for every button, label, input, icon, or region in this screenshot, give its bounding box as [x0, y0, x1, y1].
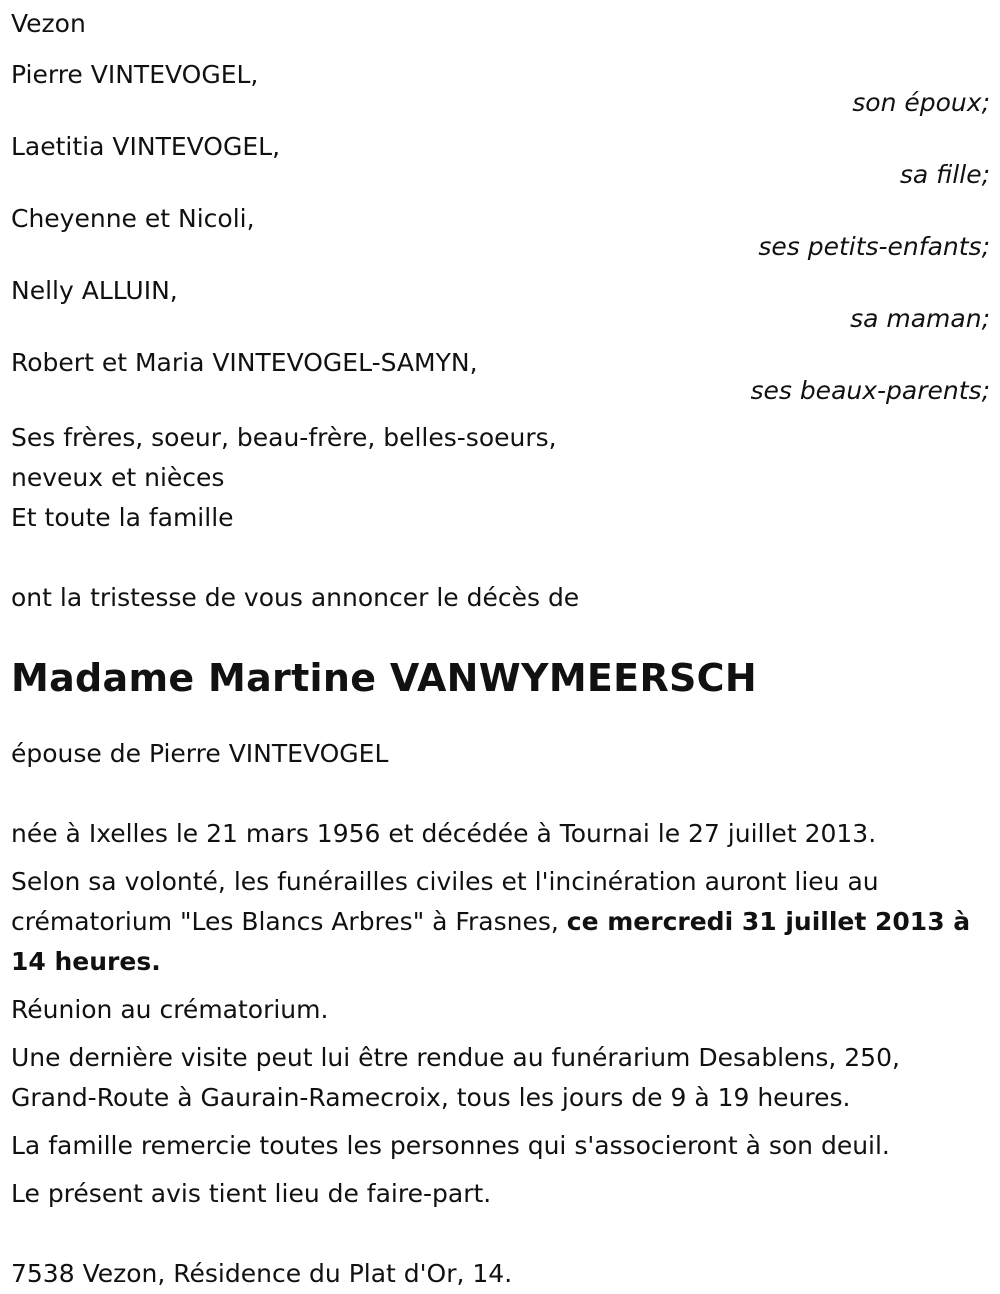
- funeral-date: ce mercredi 31 juillet 2013 à 14 heures.: [11, 907, 971, 976]
- place-name: Vezon: [11, 9, 86, 38]
- birth-death-line: née à Ixelles le 21 mars 1956 et décédée à Tournai le 27 juillet 2013.: [11, 819, 877, 848]
- family-member-name: Pierre VINTEVOGEL,: [11, 60, 259, 89]
- spouse-line: épouse de Pierre VINTEVOGEL: [11, 739, 389, 768]
- funeral-intro: Selon sa volonté, les funérailles civiles et l'incinération auront lieu au crématorium "Les Blancs Arbres" à Frasnes,: [11, 867, 879, 936]
- visit-paragraph: Une dernière visite peut lui être rendue au funérarium Desablens, 250, Grand-Route à Gaurain-Ramecroix, tous les jours de 9 à 19 heures.: [11, 1043, 900, 1112]
- family-member-name: Cheyenne et Nicoli,: [11, 204, 255, 233]
- notice-note: Le présent avis tient lieu de faire-part.: [11, 1179, 492, 1208]
- family-member-relation: ses petits-enfants;: [758, 232, 990, 261]
- family-entry: [11, 202, 990, 260]
- meeting-line: Réunion au crématorium.: [11, 995, 329, 1024]
- thanks-line: La famille remercie toutes les personnes qui s'associeront à son deuil.: [11, 1131, 890, 1160]
- family-member-relation: sa fille;: [899, 160, 990, 189]
- family-member-relation: son époux;: [852, 88, 990, 117]
- announcement-line: ont la tristesse de vous annoncer le décès de: [11, 583, 580, 612]
- other-relatives-line: Et toute la famille: [11, 503, 234, 532]
- family-member-name: Laetitia VINTEVOGEL,: [11, 132, 281, 161]
- family-member-name: Nelly ALLUIN,: [11, 276, 178, 305]
- family-member-relation: sa maman;: [850, 304, 990, 333]
- address-line: 7538 Vezon, Résidence du Plat d'Or, 14.: [11, 1259, 513, 1288]
- funeral-paragraph: [11, 862, 990, 982]
- family-entry: [11, 58, 990, 116]
- family-entry: [11, 346, 990, 404]
- other-relatives-line: neveux et nièces: [11, 463, 225, 492]
- other-relatives: [11, 418, 990, 538]
- family-entry: [11, 274, 990, 332]
- family-entry: [11, 130, 990, 188]
- other-relatives-line: Ses frères, soeur, beau-frère, belles-soeurs,: [11, 423, 557, 452]
- family-member-name: Robert et Maria VINTEVOGEL-SAMYN,: [11, 348, 478, 377]
- obituary-notice: [11, 4, 990, 1294]
- deceased-name: Madame Martine VANWYMEERSCH: [11, 656, 757, 700]
- family-member-relation: ses beaux-parents;: [750, 376, 990, 405]
